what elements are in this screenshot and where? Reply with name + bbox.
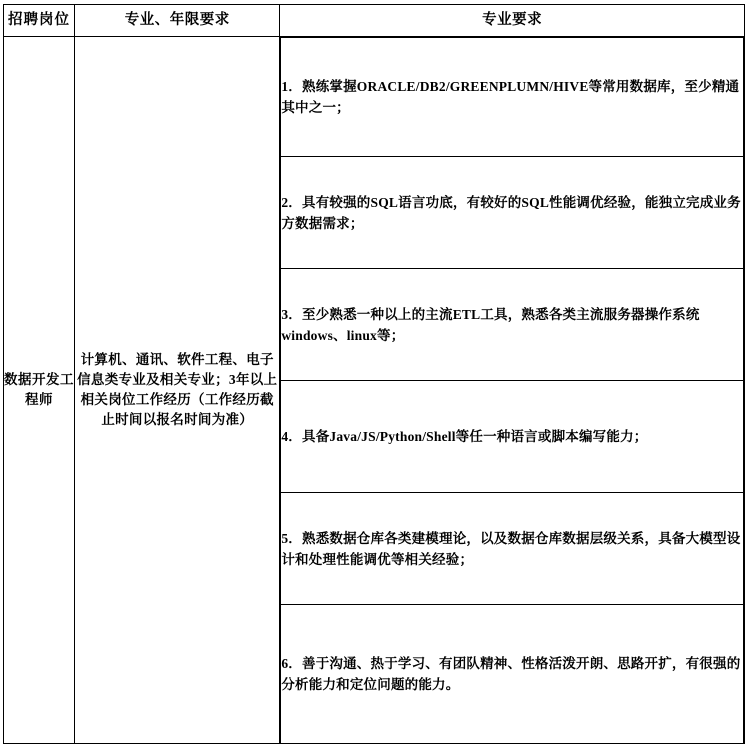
job-requirements-table bbox=[3, 4, 745, 744]
requirements-list bbox=[280, 37, 744, 743]
header-major: 专业、年限要求 bbox=[75, 5, 280, 37]
requirement-text: 1．熟练掌握ORACLE/DB2/GREENPLUMN/HIVE等常用数据库，至少精通其中之一； bbox=[281, 38, 744, 157]
requirement-item bbox=[281, 157, 744, 269]
requirement-text: 3．至少熟悉一种以上的主流ETL工具，熟悉各类主流服务器操作系统windows、linux等； bbox=[281, 269, 744, 381]
requirement-text: 4．具备Java/JS/Python/Shell等任一种语言或脚本编写能力； bbox=[281, 381, 744, 493]
header-requirements: 专业要求 bbox=[280, 5, 745, 37]
requirement-item bbox=[281, 493, 744, 605]
requirement-item bbox=[281, 269, 744, 381]
requirement-item bbox=[281, 605, 744, 744]
cell-post: 数据开发工程师 bbox=[4, 37, 75, 744]
requirement-text: 6．善于沟通、热于学习、有团队精神、性格活泼开朗、思路开扩，有很强的分析能力和定位问题的能力。 bbox=[281, 605, 744, 744]
requirement-text: 5．熟悉数据仓库各类建模理论，以及数据仓库数据层级关系，具备大模型设计和处理性能调优等相关经验； bbox=[281, 493, 744, 605]
cell-requirements bbox=[280, 37, 745, 744]
requirement-item bbox=[281, 381, 744, 493]
header-post: 招聘岗位 bbox=[4, 5, 75, 37]
requirement-item bbox=[281, 38, 744, 157]
requirement-text: 2．具有较强的SQL语言功底，有较好的SQL性能调优经验，能独立完成业务方数据需求； bbox=[281, 157, 744, 269]
table-header-row bbox=[4, 5, 745, 37]
cell-major: 计算机、通讯、软件工程、电子信息类专业及相关专业；3年以上相关岗位工作经历（工作经历截止时间以报名时间为准） bbox=[75, 37, 280, 744]
table-row bbox=[4, 37, 745, 744]
